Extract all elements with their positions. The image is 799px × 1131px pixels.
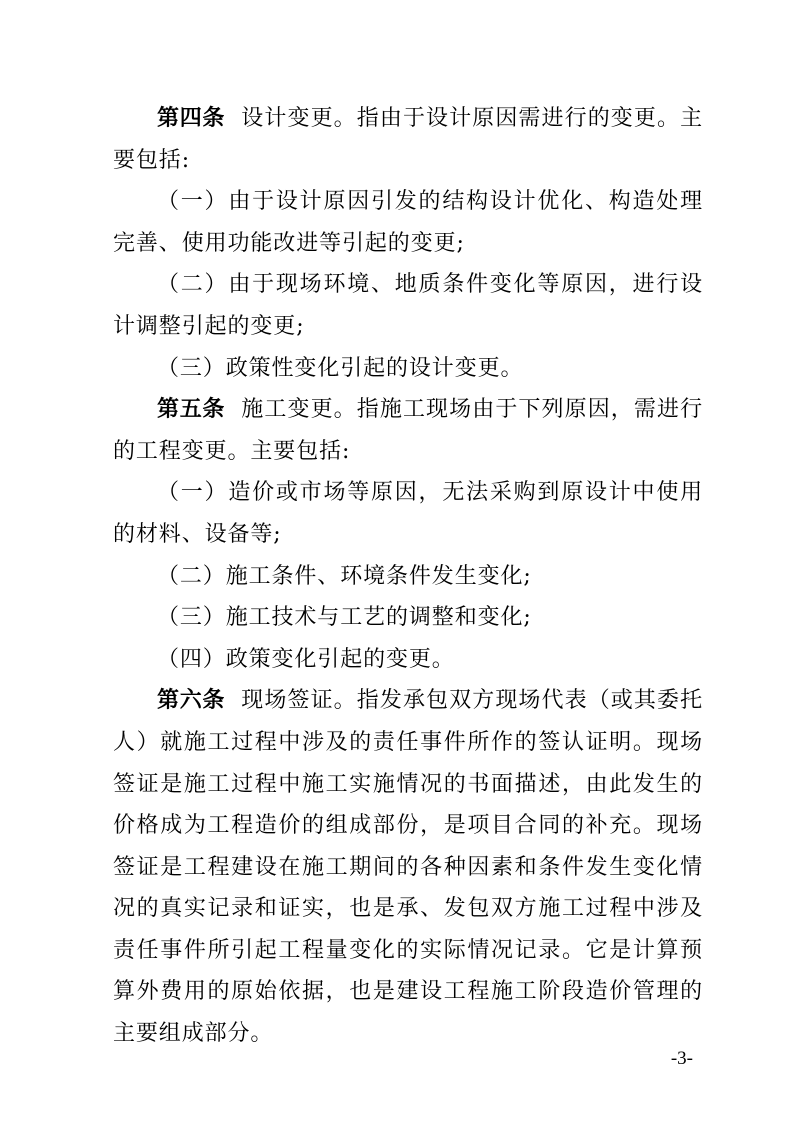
list-item: （四）政策变化引起的变更。 bbox=[157, 646, 455, 672]
article-4 bbox=[113, 98, 703, 181]
list-item: （一）造价或市场等原因，无法采购到原设计中使用的材料、设备等; bbox=[113, 480, 703, 547]
article-label: 第六条 bbox=[157, 688, 226, 714]
list-item: （三）政策性变化引起的设计变更。 bbox=[157, 355, 524, 381]
list-item: （二）由于现场环境、地质条件变化等原因，进行设计调整引起的变更; bbox=[113, 272, 703, 339]
list-item: （二）施工条件、环境条件发生变化; bbox=[157, 563, 532, 589]
article-label: 第四条 bbox=[157, 106, 226, 131]
article-label: 第五条 bbox=[157, 397, 226, 423]
article-5 bbox=[113, 389, 703, 472]
article-6 bbox=[113, 680, 703, 1054]
document-body bbox=[113, 98, 703, 1055]
list-item: （三）施工技术与工艺的调整和变化; bbox=[157, 605, 532, 631]
article-text: 现场签证。指发承包双方现场代表（或其委托人）就施工过程中涉及的责任事件所作的签认证明。现场签证是施工过程中施工实施情况的书面描述，由此发生的价格成为工程造价的组成部份，是项目合同的补充。现场签证是工程建设在施工期间的各种因素和条件发生变化情况的真实记录和证实，也是承、发包双方施工过程中涉及责任事件所引起工程量变化的实际情况记录。它是计算预算外费用的原始依据，也是建设工程施工阶段造价管理的主要组成部分。 bbox=[113, 688, 703, 1047]
article-text: 施工变更。指施工现场由于下列原因，需进行的工程变更。主要包括: bbox=[113, 397, 703, 464]
article-text: 设计变更。指由于设计原因需进行的变更。主要包括: bbox=[113, 106, 703, 173]
list-item: （一）由于设计原因引发的结构设计优化、构造处理完善、使用功能改进等引起的变更; bbox=[113, 189, 703, 256]
page-number: -3- bbox=[670, 1048, 693, 1069]
